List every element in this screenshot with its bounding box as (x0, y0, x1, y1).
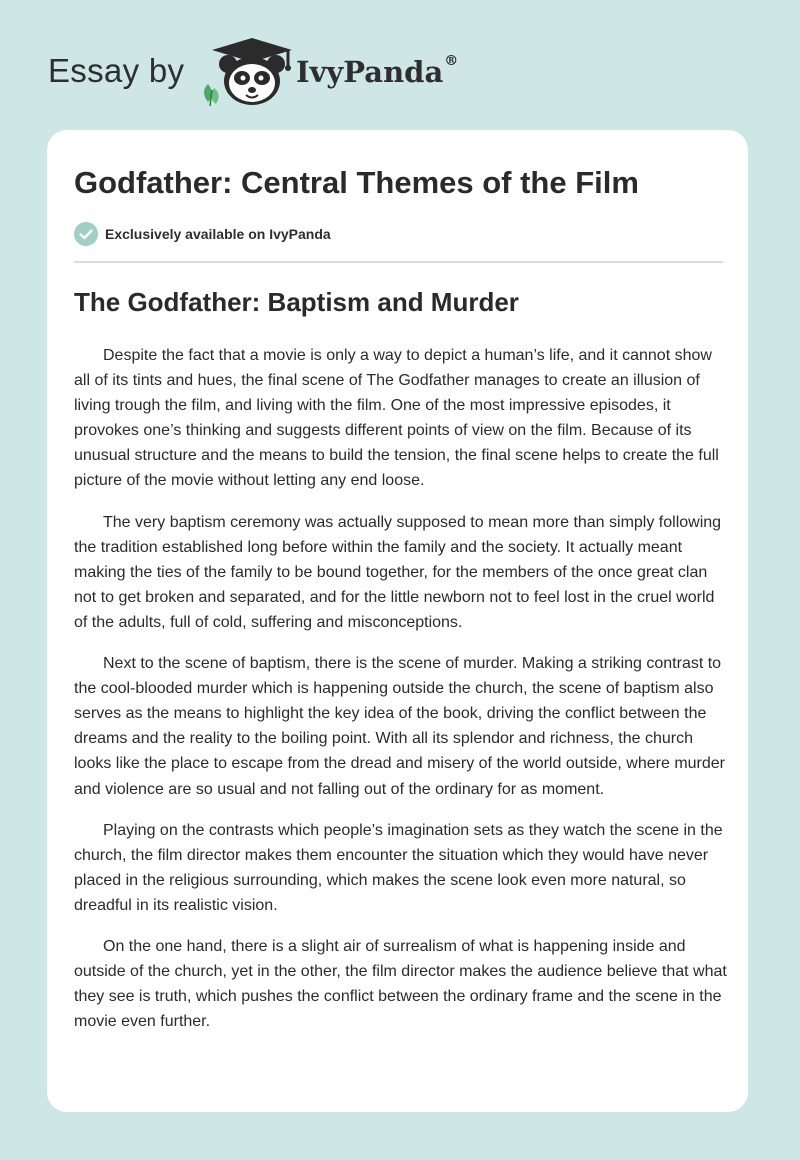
paragraph: Playing on the contrasts which people’s imagination sets as they watch the scene in the church, the film director makes them encounter the situation which they would have never placed in the religious surrounding, which makes the scene look even more natural, so dreadful in its realistic vision. (74, 821, 723, 914)
panda-graduate-logo-icon[interactable] (198, 36, 294, 108)
brand-name-text: IvyPanda (296, 55, 444, 89)
article-card (47, 130, 748, 1112)
exclusive-badge (74, 222, 331, 246)
section-heading: The Godfather: Baptism and Murder (74, 287, 519, 317)
site-header (0, 0, 800, 130)
paragraph: Next to the scene of baptism, there is the scene of murder. Making a striking contrast to the cool-blooded murder which is happening outside the church, the scene of baptism also serves as the means to highlight the key idea of the book, driving the conflict between the dreams and the reality to the boiling point. With all its splendor and richness, the church looks like the place to escape from the dread and misery of the world outside, where murder and violence are so usual and not falling out of the ordinary for as moment. (74, 655, 725, 798)
paragraph: Despite the fact that a movie is only a way to depict a human’s life, and it cannot show all of its tints and hues, the final scene of The Godfather manages to create an illusion of living trough the film, and living with the film. One of the most impressive episodes, it provokes one’s thinking and suggests different points of view on the film. Because of its unusual structure and the means to build the tension, the final scene helps to create the full picture of the movie without letting any end loose. (74, 347, 719, 490)
article-body (74, 343, 729, 1050)
divider (74, 261, 723, 263)
registered-mark: ® (444, 53, 459, 69)
paragraph: The very baptism ceremony was actually supposed to mean more than simply following the tradition established long before within the family and the society. It actually meant making the ties of the family to be bound together, for the members of the once great clan not to get broken and separated, and for the little newborn not to feel lost in the cruel world of the adults, full of cold, suffering and misconceptions. (74, 513, 722, 631)
brand-name[interactable] (296, 55, 458, 89)
paragraph: On the one hand, there is a slight air of surrealism of what is happening inside and outside of the church, yet in the other, the film director makes the audience believe that what they see is truth, which pushes the conflict between the ordinary frame and the scene in the movie even further. (74, 937, 727, 1031)
exclusive-label: Exclusively available on IvyPanda (105, 226, 331, 242)
check-circle-icon (74, 222, 98, 246)
brand-prefix: Essay by (48, 52, 185, 89)
page-title: Godfather: Central Themes of the Film (74, 165, 639, 200)
